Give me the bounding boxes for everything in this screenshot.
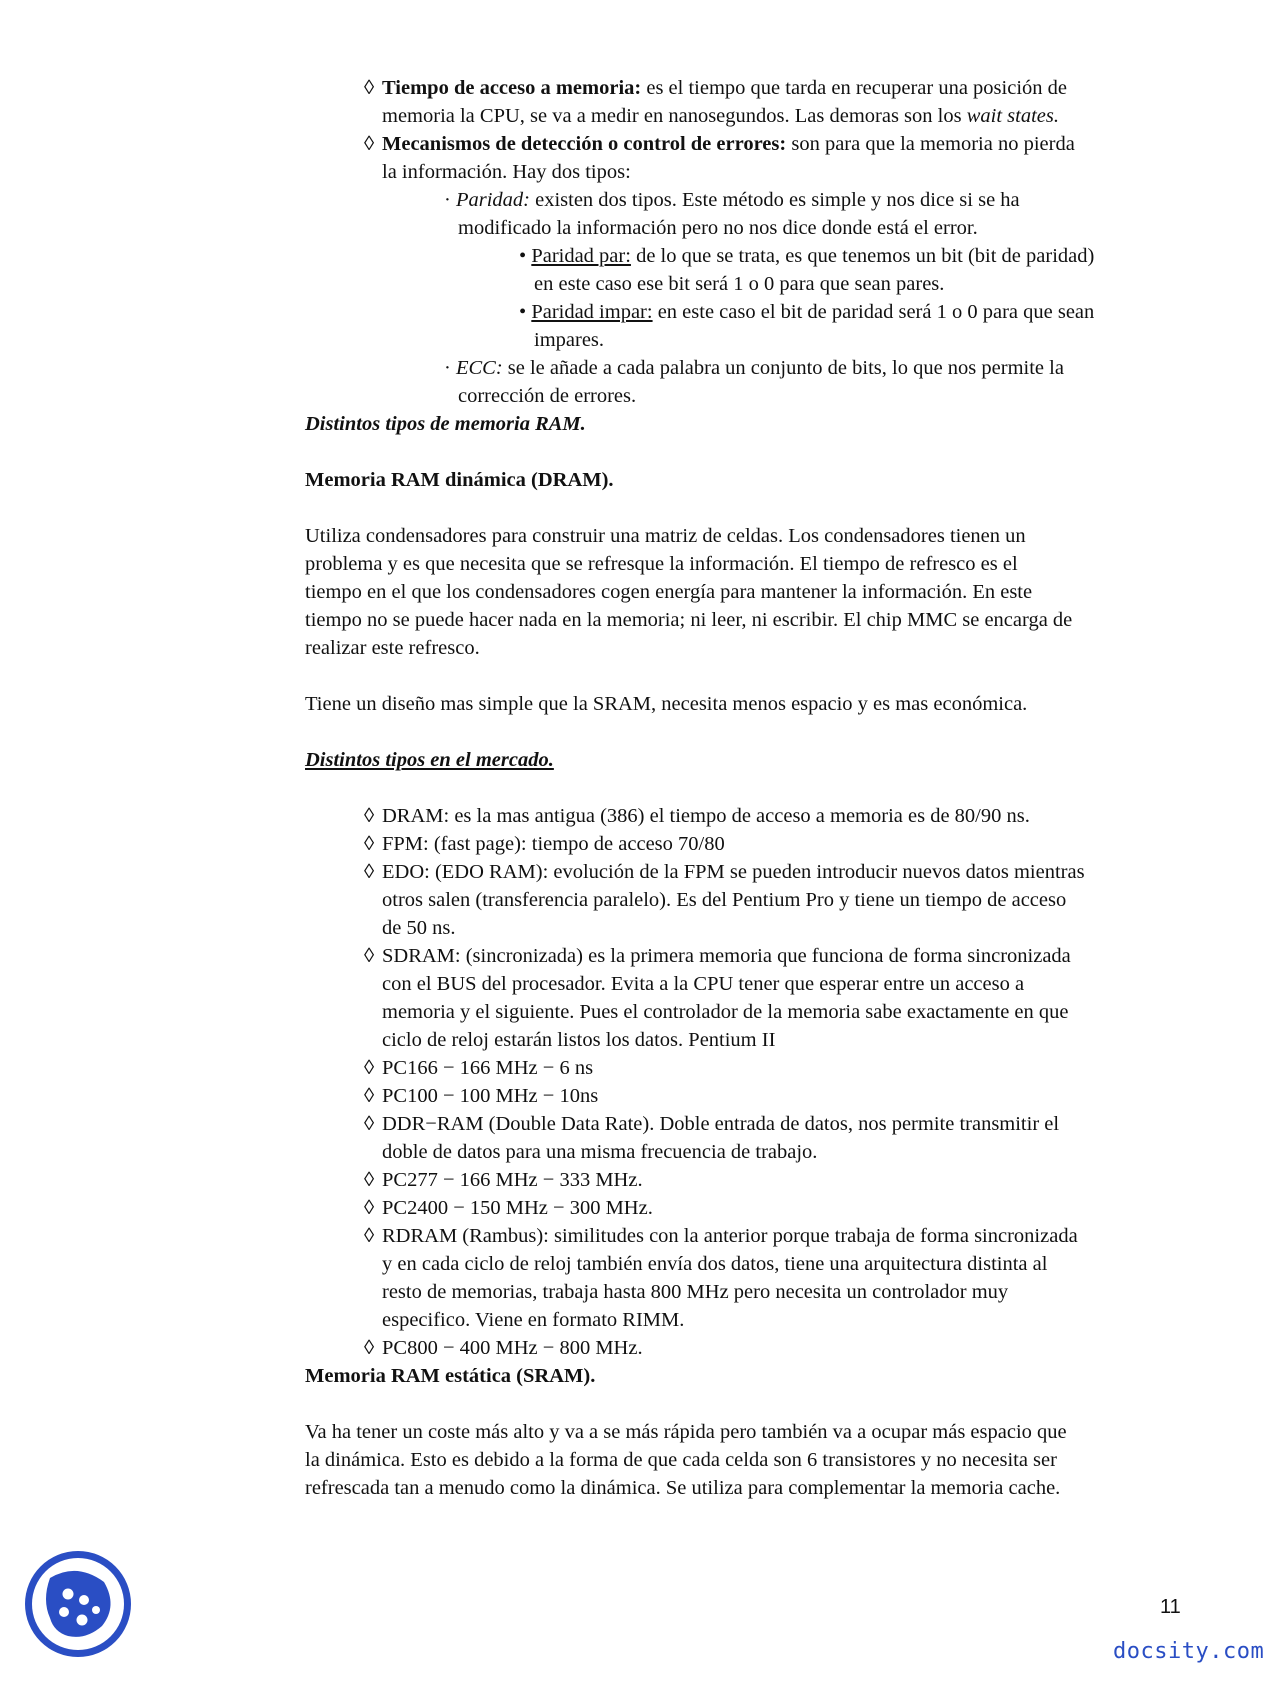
market-item: ◊ PC800 − 400 MHz − 800 MHz. [364,1334,643,1362]
section-heading: Memoria RAM estática (SRAM). [305,1365,596,1387]
market-item: ◊ SDRAM: (sincronizada) es la primera memoria que funciona de forma sincronizada [364,942,1071,970]
paragraph-line: tiempo en el que los condensadores cogen energía para mantener la información. En este [305,581,1033,603]
sub-item-continuation: corrección de errores. [458,385,637,407]
page-number: 11 [1160,1596,1181,1618]
market-item-continuation: memoria y el siguiente. Pues el controlador de la memoria sabe exactamente en que [382,1001,1069,1023]
market-item: ◊ PC166 − 166 MHz − 6 ns [364,1054,593,1082]
section-heading: Distintos tipos en el mercado. [305,749,554,771]
market-item: ◊ DRAM: es la mas antigua (386) el tiempo de acceso a memoria es de 80/90 ns. [364,802,1030,830]
sub-sub-item-paridad-par: • Paridad par: de lo que se trata, es que tenemos un bit (bit de paridad) [519,245,1095,267]
section-heading: Memoria RAM dinámica (DRAM). [305,469,614,491]
market-item-continuation: ciclo de reloj estarán listos los datos. Pentium II [382,1029,776,1051]
diamond-bullet-icon: ◊ [364,861,375,883]
sub-item-paridad: · Paridad: existen dos tipos. Este método es simple y nos dice si se ha [444,189,1020,211]
paragraph-line: realizar este refresco. [305,637,480,659]
market-item-continuation: resto de memorias, trabaja hasta 800 MHz pero necesita un controlador muy [382,1281,1009,1303]
brand-watermark[interactable]: docsity.com [1113,1639,1265,1664]
market-item: ◊ FPM: (fast page): tiempo de acceso 70/80 [364,830,725,858]
paragraph-line: tiempo no se puede hacer nada en la memoria; ni leer, ni escribir. El chip MMC se encarga de [305,609,1073,631]
market-item: ◊ DDR−RAM (Double Data Rate). Doble entrada de datos, nos permite transmitir el [364,1110,1059,1138]
paragraph-line: Tiene un diseño mas simple que la SRAM, necesita menos espacio y es mas económica. [305,693,1028,715]
diamond-bullet-icon: ◊ [364,77,375,99]
market-item: ◊ EDO: (EDO RAM): evolución de la FPM se pueden introducir nuevos datos mientras [364,858,1085,886]
bullet-icon: • [519,245,527,267]
diamond-bullet-icon: ◊ [364,1057,375,1079]
list-item-continuation: la información. Hay dos tipos: [382,161,631,183]
market-item-continuation: y en cada ciclo de reloj también envía dos datos, tiene una arquitectura distinta al [382,1253,1048,1275]
docsity-logo-icon [22,1548,134,1660]
paragraph-line: problema y es que necesita que se refresque la información. El tiempo de refresco es el [305,553,1018,575]
sub-sub-item-paridad-impar: • Paridad impar: en este caso el bit de paridad será 1 o 0 para que sean [519,301,1095,323]
paragraph-line: refrescada tan a menudo como la dinámica. Se utiliza para complementar la memoria cache. [305,1477,1061,1499]
diamond-bullet-icon: ◊ [364,133,375,155]
diamond-bullet-icon: ◊ [364,945,375,967]
market-item: ◊ PC277 − 166 MHz − 333 MHz. [364,1166,643,1194]
diamond-bullet-icon: ◊ [364,1085,375,1107]
diamond-bullet-icon: ◊ [364,1113,375,1135]
sub-sub-item-continuation: impares. [534,329,605,351]
diamond-bullet-icon: ◊ [364,805,375,827]
market-item: ◊ PC100 − 100 MHz − 10ns [364,1082,598,1110]
sub-sub-item-continuation: en este caso ese bit será 1 o 0 para que sean pares. [534,273,945,295]
market-item-continuation: otros salen (transferencia paralelo). Es del Pentium Pro y tiene un tiempo de acceso [382,889,1067,911]
diamond-bullet-icon: ◊ [364,1337,375,1359]
paragraph-line: Va ha tener un coste más alto y va a se más rápida pero también va a ocupar más espacio que [305,1421,1067,1443]
sub-item-ecc: · ECC: se le añade a cada palabra un conjunto de bits, lo que nos permite la [444,357,1064,379]
market-item-continuation: con el BUS del procesador. Evita a la CPU tener que esperar entre un acceso a [382,973,1025,995]
market-item: ◊ PC2400 − 150 MHz − 300 MHz. [364,1194,653,1222]
market-item-continuation: especifico. Viene en formato RIMM. [382,1309,685,1331]
diamond-bullet-icon: ◊ [364,833,375,855]
list-item: ◊ Mecanismos de detección o control de errores: son para que la memoria no pierda [364,130,1075,158]
diamond-bullet-icon: ◊ [364,1169,375,1191]
diamond-bullet-icon: ◊ [364,1197,375,1219]
market-item-continuation: de 50 ns. [382,917,456,939]
paragraph-line: la dinámica. Esto es debido a la forma de que cada celda son 6 transistores y no necesita ser [305,1449,1057,1471]
section-heading: Distintos tipos de memoria RAM. [305,413,586,435]
sub-item-continuation: modificado la información pero no nos dice donde está el error. [458,217,978,239]
list-item: ◊ Tiempo de acceso a memoria: es el tiempo que tarda en recuperar una posición de [364,74,1067,102]
market-item-continuation: doble de datos para una misma frecuencia de trabajo. [382,1141,818,1163]
market-item: ◊ RDRAM (Rambus): similitudes con la anterior porque trabaja de forma sincronizada [364,1222,1078,1250]
diamond-bullet-icon: ◊ [364,1225,375,1247]
bullet-icon: • [519,301,527,323]
paragraph-line: Utiliza condensadores para construir una matriz de celdas. Los condensadores tienen un [305,525,1026,547]
list-item-continuation: memoria la CPU, se va a medir en nanosegundos. Las demoras son los wait states. [382,105,1059,127]
